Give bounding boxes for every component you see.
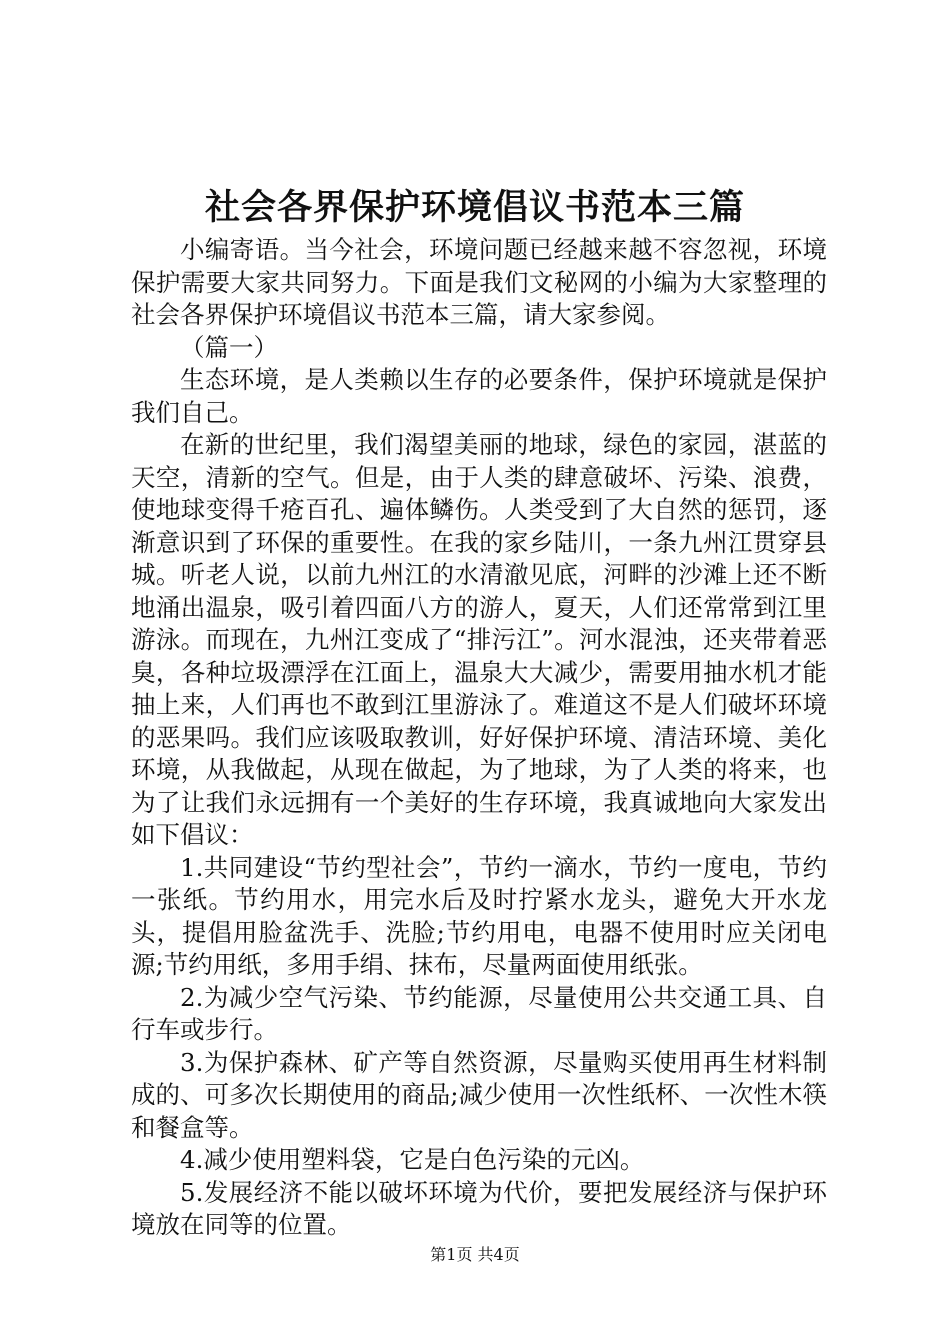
- paragraph-2: 在新的世纪里，我们渴望美丽的地球，绿色的家园，湛蓝的天空，清新的空气。但是，由于人类的肆意破坏、污染、浪费，使地球变得千疮百孔、遍体鳞伤。人类受到了大自然的惩罚，逐渐意识到了环保的重要性。在我的家乡陆川，一条九州江贯穿县城。听老人说，以前九州江的水清澈见底，河畔的沙滩上还不断地涌出温泉，吸引着四面八方的游人，夏天，人们还常常到江里游泳。而现在，九州江变成了“排污江”。河水混浊，还夹带着恶臭，各种垃圾漂浮在江面上，温泉大大减少，需要用抽水机才能抽上来，人们再也不敢到江里游泳了。难道这不是人们破坏环境的恶果吗。我们应该吸取教训，好好保护环境、清洁环境、美化环境，从我做起，从现在做起，为了地球，为了人类的将来，也为了让我们永远拥有一个美好的生存环境，我真诚地向大家发出如下倡议：: [131, 430, 827, 849]
- list-item-4: 4.减少使用塑料袋，它是白色污染的元凶。: [180, 1145, 645, 1174]
- page-title: 社会各界保护环境倡议书范本三篇: [204, 187, 745, 228]
- paragraph-intro: 小编寄语。当今社会，环境问题已经越来越不容忽视，环境保护需要大家共同努力。下面是我们文秘网的小编为大家整理的社会各界保护环境倡议书范本三篇，请大家参阅。: [131, 235, 827, 329]
- paragraph-section-heading: （篇一）: [180, 332, 278, 362]
- list-item-3: 3.为保护森林、矿产等自然资源，尽量购买使用再生材料制成的、可多次长期使用的商品;减少使用一次性纸杯、一次性木筷和餐盒等。: [131, 1047, 827, 1142]
- list-item-5: 5.发展经济不能以破坏环境为代价，要把发展经济与保护环境放在同等的位置。: [131, 1177, 827, 1239]
- list-item-2: 2.为减少空气污染、节约能源，尽量使用公共交通工具、自行车或步行。: [131, 982, 827, 1044]
- list-item-1: 1.共同建设“节约型社会”，节约一滴水，节约一度电，节约一张纸。节约用水，用完水后及时拧紧水龙头，避免大开水龙头，提倡用脸盆洗手、洗脸;节约用电，电器不使用时应关闭电源;节约用纸，多用手绢、抹布，尽量两面使用纸张。: [131, 852, 827, 979]
- document-body: [131, 234, 827, 1242]
- page-number-footer: 第1页 共4页: [430, 1245, 520, 1264]
- paragraph-1: 生态环境，是人类赖以生存的必要条件，保护环境就是保护我们自己。: [131, 365, 827, 427]
